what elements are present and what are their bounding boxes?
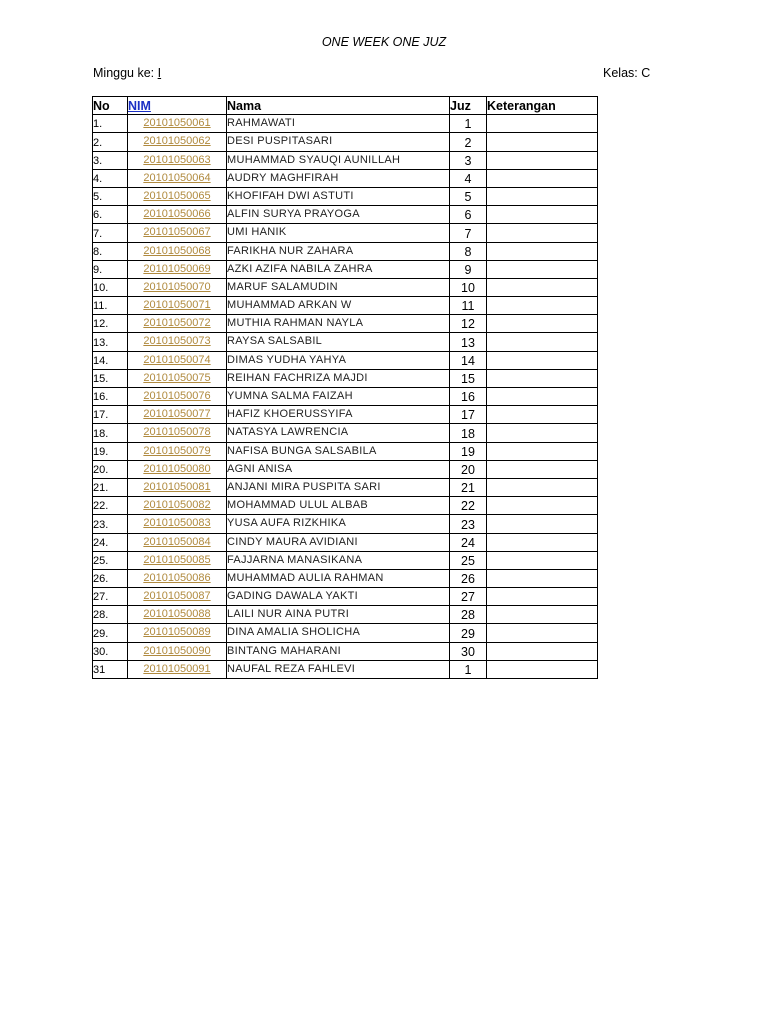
- table-row: [93, 278, 598, 296]
- row-number: 13.: [93, 333, 128, 351]
- row-number: 7.: [93, 224, 128, 242]
- student-name: NATASYA LAWRENCIA: [227, 424, 450, 442]
- juz-number: 27: [450, 588, 487, 606]
- nim-link[interactable]: 20101050076: [143, 390, 211, 402]
- nim-cell[interactable]: [128, 515, 227, 533]
- student-name: YUSA AUFA RIZKHIKA: [227, 515, 450, 533]
- nim-cell[interactable]: [128, 297, 227, 315]
- nim-cell[interactable]: [128, 606, 227, 624]
- row-number: 15.: [93, 369, 128, 387]
- keterangan-cell[interactable]: [487, 297, 598, 315]
- student-name: MUTHIA RAHMAN NAYLA: [227, 315, 450, 333]
- juz-number: 22: [450, 497, 487, 515]
- nim-cell[interactable]: [128, 369, 227, 387]
- nim-cell[interactable]: [128, 478, 227, 496]
- juz-number: 10: [450, 278, 487, 296]
- nim-cell[interactable]: [128, 388, 227, 406]
- nim-cell[interactable]: [128, 424, 227, 442]
- juz-number: 17: [450, 406, 487, 424]
- juz-number: 15: [450, 369, 487, 387]
- student-name: NAFISA BUNGA SALSABILA: [227, 442, 450, 460]
- keterangan-cell[interactable]: [487, 388, 598, 406]
- juz-number: 18: [450, 424, 487, 442]
- student-name: GADING DAWALA YAKTI: [227, 588, 450, 606]
- table-row: [93, 169, 598, 187]
- nim-link[interactable]: 20101050082: [143, 499, 211, 512]
- nim-cell[interactable]: [128, 660, 227, 678]
- nim-cell[interactable]: [128, 588, 227, 606]
- row-number: 4.: [93, 169, 128, 187]
- nim-link[interactable]: 20101050071: [143, 299, 211, 312]
- keterangan-cell[interactable]: [487, 515, 598, 533]
- juz-number: 9: [450, 260, 487, 278]
- nim-link[interactable]: 20101050084: [143, 535, 211, 548]
- keterangan-cell[interactable]: [487, 224, 598, 242]
- nim-link[interactable]: 20101050087: [143, 590, 211, 603]
- keterangan-cell[interactable]: [487, 442, 598, 460]
- table-row: [93, 588, 598, 606]
- juz-number: 2: [450, 133, 487, 151]
- table-row: [93, 406, 598, 424]
- row-number: 5.: [93, 187, 128, 205]
- row-number: 12.: [93, 315, 128, 333]
- juz-number: 5: [450, 187, 487, 205]
- nim-link[interactable]: 20101050068: [143, 244, 211, 257]
- keterangan-cell[interactable]: [487, 187, 598, 205]
- keterangan-cell[interactable]: [487, 242, 598, 260]
- student-name: FAJJARNA MANASIKANA: [227, 551, 450, 569]
- header-keterangan: Keterangan: [487, 97, 598, 115]
- row-number: 27.: [93, 588, 128, 606]
- document-title: ONE WEEK ONE JUZ: [321, 35, 447, 49]
- header-no: No: [93, 97, 128, 115]
- table-row: [93, 151, 598, 169]
- keterangan-cell[interactable]: [487, 206, 598, 224]
- nim-link[interactable]: 20101050072: [143, 317, 211, 330]
- keterangan-cell[interactable]: [487, 406, 598, 424]
- student-name: ALFIN SURYA PRAYOGA: [227, 206, 450, 224]
- nim-link[interactable]: 20101050091: [143, 662, 211, 675]
- juz-number: 8: [450, 242, 487, 260]
- row-number: 17.: [93, 406, 128, 424]
- juz-number: 30: [450, 642, 487, 660]
- keterangan-cell[interactable]: [487, 260, 598, 278]
- keterangan-cell[interactable]: [487, 315, 598, 333]
- week-label: Minggu ke:: [93, 66, 158, 80]
- keterangan-cell[interactable]: [487, 133, 598, 151]
- row-number: 22.: [93, 497, 128, 515]
- table-row: [93, 660, 598, 678]
- keterangan-cell[interactable]: [487, 460, 598, 478]
- keterangan-cell[interactable]: [487, 588, 598, 606]
- juz-number: 19: [450, 442, 487, 460]
- student-name: UMI HANIK: [227, 224, 450, 242]
- nim-cell[interactable]: [128, 351, 227, 369]
- nim-cell[interactable]: [128, 224, 227, 242]
- row-number: 8.: [93, 242, 128, 260]
- row-number: 19.: [93, 442, 128, 460]
- table-row: [93, 187, 598, 205]
- keterangan-cell[interactable]: [487, 569, 598, 587]
- student-name: HAFIZ KHOERUSSYIFA: [227, 406, 450, 424]
- nim-link[interactable]: 20101050088: [143, 608, 211, 621]
- class-info: Kelas: C: [603, 66, 651, 80]
- juz-number: 21: [450, 478, 487, 496]
- nim-cell[interactable]: [128, 497, 227, 515]
- student-name: DESI PUSPITASARI: [227, 133, 450, 151]
- nim-link[interactable]: 20101050081: [143, 480, 211, 493]
- table-row: [93, 224, 598, 242]
- juz-number: 12: [450, 315, 487, 333]
- nim-link[interactable]: 20101050080: [143, 462, 211, 475]
- student-name: RAYSA SALSABIL: [227, 333, 450, 351]
- table-row: [93, 242, 598, 260]
- juz-number: 14: [450, 351, 487, 369]
- table-row: [93, 315, 598, 333]
- nim-link[interactable]: 20101050063: [143, 153, 211, 166]
- nim-link[interactable]: 20101050075: [143, 371, 211, 384]
- nim-link[interactable]: 20101050061: [143, 117, 211, 130]
- nim-link[interactable]: 20101050069: [143, 262, 211, 275]
- table-row: [93, 533, 598, 551]
- nim-link[interactable]: 20101050083: [143, 517, 211, 530]
- table-row: [93, 206, 598, 224]
- table-row: [93, 606, 598, 624]
- juz-number: 16: [450, 388, 487, 406]
- roster-table: [92, 96, 598, 679]
- student-name: MUHAMMAD ARKAN W: [227, 297, 450, 315]
- juz-number: 28: [450, 606, 487, 624]
- table-row: [93, 115, 598, 133]
- table-row: [93, 642, 598, 660]
- student-name: DINA AMALIA SHOLICHA: [227, 624, 450, 642]
- student-name: AGNI ANISA: [227, 460, 450, 478]
- header-nim[interactable]: [128, 97, 227, 115]
- keterangan-cell[interactable]: [487, 278, 598, 296]
- row-number: 9.: [93, 260, 128, 278]
- student-name: KHOFIFAH DWI ASTUTI: [227, 187, 450, 205]
- juz-number: 1: [450, 115, 487, 133]
- table-row: [93, 478, 598, 496]
- row-number: 2.: [93, 133, 128, 151]
- juz-number: 6: [450, 206, 487, 224]
- student-name: MUHAMMAD AULIA RAHMAN: [227, 569, 450, 587]
- student-name: LAILI NUR AINA PUTRI: [227, 606, 450, 624]
- week-info: [93, 66, 161, 80]
- juz-number: 3: [450, 151, 487, 169]
- nim-cell[interactable]: [128, 278, 227, 296]
- juz-number: 20: [450, 460, 487, 478]
- keterangan-cell[interactable]: [487, 478, 598, 496]
- nim-link[interactable]: 20101050078: [143, 426, 211, 439]
- nim-link[interactable]: 20101050065: [143, 189, 211, 202]
- nim-cell[interactable]: [128, 260, 227, 278]
- row-number: 10.: [93, 278, 128, 296]
- nim-link[interactable]: 20101050066: [143, 208, 211, 221]
- nim-link[interactable]: 20101050067: [143, 226, 211, 239]
- row-number: 29.: [93, 624, 128, 642]
- juz-number: 7: [450, 224, 487, 242]
- table-row: [93, 569, 598, 587]
- nim-cell[interactable]: [128, 406, 227, 424]
- nim-link[interactable]: 20101050090: [143, 644, 211, 657]
- nim-link[interactable]: 20101050077: [143, 408, 211, 421]
- row-number: 25.: [93, 551, 128, 569]
- header-nama: Nama: [227, 97, 450, 115]
- row-number: 30.: [93, 642, 128, 660]
- nim-cell[interactable]: [128, 460, 227, 478]
- table-row: [93, 369, 598, 387]
- student-name: CINDY MAURA AVIDIANI: [227, 533, 450, 551]
- nim-cell[interactable]: [128, 187, 227, 205]
- student-name: RAHMAWATI: [227, 115, 450, 133]
- student-name: NAUFAL REZA FAHLEVI: [227, 660, 450, 678]
- nim-cell[interactable]: [128, 569, 227, 587]
- student-name: DIMAS YUDHA YAHYA: [227, 351, 450, 369]
- table-row: [93, 133, 598, 151]
- keterangan-cell[interactable]: [487, 151, 598, 169]
- nim-link[interactable]: 20101050089: [143, 626, 211, 639]
- juz-number: 24: [450, 533, 487, 551]
- row-number: 18.: [93, 424, 128, 442]
- roster-body: [93, 115, 598, 679]
- juz-number: 13: [450, 333, 487, 351]
- student-name: MOHAMMAD ULUL ALBAB: [227, 497, 450, 515]
- table-row: [93, 460, 598, 478]
- table-row: [93, 388, 598, 406]
- nim-cell[interactable]: [128, 551, 227, 569]
- student-name: ANJANI MIRA PUSPITA SARI: [227, 478, 450, 496]
- table-row: [93, 497, 598, 515]
- nim-link[interactable]: 20101050079: [143, 444, 211, 457]
- student-name: AZKI AZIFA NABILA ZAHRA: [227, 260, 450, 278]
- keterangan-cell[interactable]: [487, 115, 598, 133]
- table-header-row: [93, 97, 598, 115]
- juz-number: 11: [450, 297, 487, 315]
- nim-cell[interactable]: [128, 169, 227, 187]
- table-row: [93, 442, 598, 460]
- nim-cell[interactable]: [128, 333, 227, 351]
- nim-cell[interactable]: [128, 642, 227, 660]
- juz-number: 26: [450, 569, 487, 587]
- keterangan-cell[interactable]: [487, 497, 598, 515]
- keterangan-cell[interactable]: [487, 551, 598, 569]
- nim-link[interactable]: 20101050064: [143, 171, 211, 184]
- nim-link[interactable]: 20101050074: [143, 353, 211, 366]
- student-name: BINTANG MAHARANI: [227, 642, 450, 660]
- table-row: [93, 260, 598, 278]
- keterangan-cell[interactable]: [487, 333, 598, 351]
- row-number: 14.: [93, 351, 128, 369]
- table-row: [93, 551, 598, 569]
- nim-link[interactable]: 20101050085: [143, 553, 211, 566]
- keterangan-cell[interactable]: [487, 369, 598, 387]
- keterangan-cell[interactable]: [487, 169, 598, 187]
- student-name: FARIKHA NUR ZAHARA: [227, 242, 450, 260]
- student-name: YUMNA SALMA FAIZAH: [227, 388, 450, 406]
- nim-cell[interactable]: [128, 151, 227, 169]
- nim-cell[interactable]: [128, 133, 227, 151]
- table-row: [93, 351, 598, 369]
- nim-cell[interactable]: [128, 624, 227, 642]
- table-row: [93, 624, 598, 642]
- nim-cell[interactable]: [128, 242, 227, 260]
- keterangan-cell[interactable]: [487, 606, 598, 624]
- table-row: [93, 424, 598, 442]
- juz-number: 25: [450, 551, 487, 569]
- row-number: 6.: [93, 206, 128, 224]
- table-row: [93, 297, 598, 315]
- juz-number: 23: [450, 515, 487, 533]
- nim-cell[interactable]: [128, 206, 227, 224]
- row-number: 31: [93, 660, 128, 678]
- row-number: 1.: [93, 115, 128, 133]
- keterangan-cell[interactable]: [487, 533, 598, 551]
- student-name: MUHAMMAD SYAUQI AUNILLAH: [227, 151, 450, 169]
- student-name: AUDRY MAGHFIRAH: [227, 169, 450, 187]
- keterangan-cell[interactable]: [487, 624, 598, 642]
- juz-number: 29: [450, 624, 487, 642]
- header-juz: Juz: [450, 97, 487, 115]
- nim-cell[interactable]: [128, 315, 227, 333]
- keterangan-cell[interactable]: [487, 660, 598, 678]
- row-number: 24.: [93, 533, 128, 551]
- nim-cell[interactable]: [128, 442, 227, 460]
- table-row: [93, 333, 598, 351]
- student-name: MARUF SALAMUDIN: [227, 278, 450, 296]
- student-name: REIHAN FACHRIZA MAJDI: [227, 369, 450, 387]
- header-nim-link[interactable]: NIM: [128, 99, 151, 114]
- keterangan-cell[interactable]: [487, 351, 598, 369]
- nim-link[interactable]: 20101050073: [143, 335, 211, 348]
- juz-number: 1: [450, 660, 487, 678]
- row-number: 11.: [93, 297, 128, 315]
- row-number: 23.: [93, 515, 128, 533]
- nim-link[interactable]: 20101050062: [143, 135, 211, 148]
- row-number: 3.: [93, 151, 128, 169]
- row-number: 26.: [93, 569, 128, 587]
- row-number: 20.: [93, 460, 128, 478]
- table-row: [93, 515, 598, 533]
- nim-cell[interactable]: [128, 533, 227, 551]
- row-number: 21.: [93, 478, 128, 496]
- nim-link[interactable]: 20101050086: [143, 571, 211, 584]
- nim-cell[interactable]: [128, 115, 227, 133]
- row-number: 28.: [93, 606, 128, 624]
- keterangan-cell[interactable]: [487, 424, 598, 442]
- nim-link[interactable]: 20101050070: [143, 280, 211, 293]
- juz-number: 4: [450, 169, 487, 187]
- week-value: I: [157, 66, 162, 80]
- keterangan-cell[interactable]: [487, 642, 598, 660]
- row-number: 16.: [93, 388, 128, 406]
